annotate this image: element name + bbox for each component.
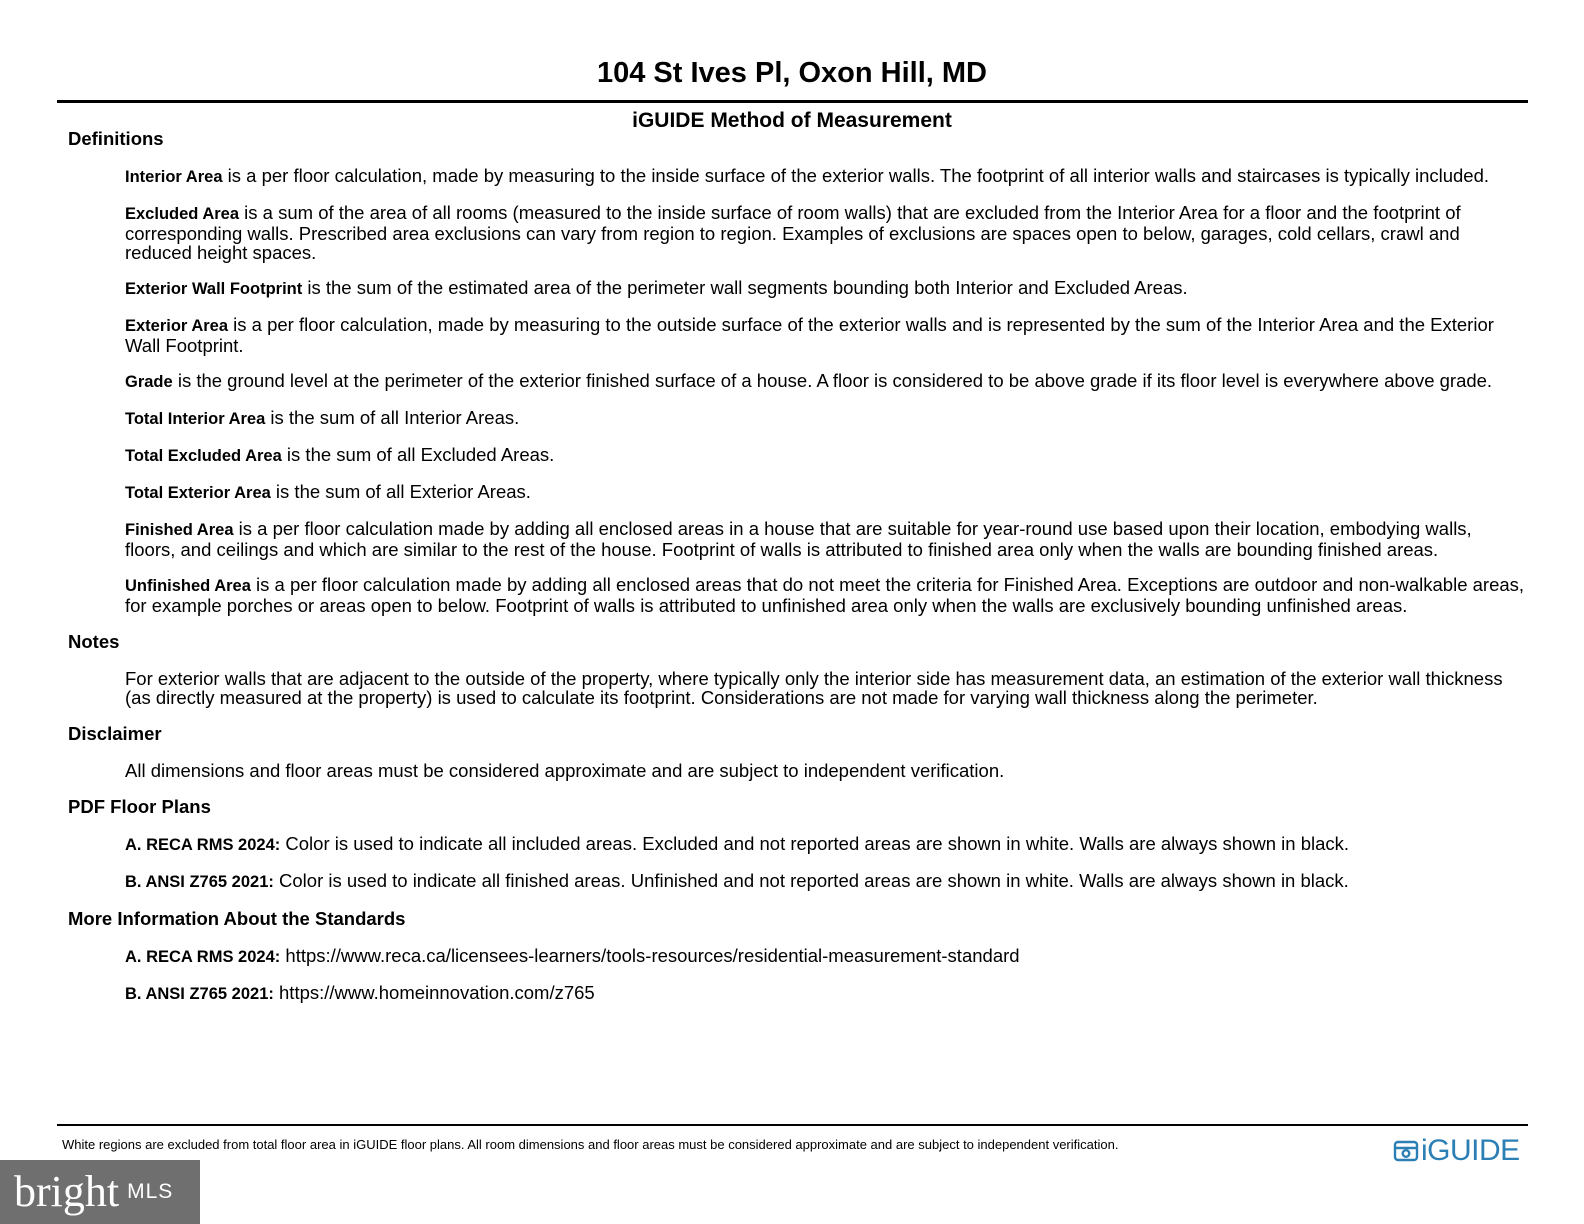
page-subtitle: iGUIDE Method of Measurement bbox=[632, 109, 952, 132]
section-heading: Notes bbox=[68, 631, 120, 652]
entry-text: is the sum of all Excluded Areas. bbox=[281, 444, 555, 465]
entry-term: Total Excluded Area bbox=[125, 447, 282, 465]
definition-entry bbox=[125, 946, 1525, 967]
entry-text: is a per floor calculation, made by measuring to the outside surface of the exterior walls and is represented by the sum of the Interior Area and the Exterior Wall Footprint. bbox=[125, 314, 1494, 356]
entry-text: All dimensions and floor areas must be considered approximate and are subject to independent verification. bbox=[125, 760, 1005, 781]
entry-text: Color is used to indicate all finished areas. Unfinished and not reported areas are shown in white. Walls are always shown in black. bbox=[273, 870, 1349, 891]
entry-term: A. RECA RMS 2024: bbox=[125, 836, 281, 854]
entry-term: Grade bbox=[125, 373, 173, 391]
section-heading: PDF Floor Plans bbox=[68, 796, 211, 817]
entry-text: is a per floor calculation, made by measuring to the inside surface of the exterior walls. The footprint of all interior walls and staircases is typically included. bbox=[222, 165, 1490, 186]
entry-text: Color is used to indicate all included areas. Excluded and not reported areas are shown in white. Walls are always shown in black. bbox=[280, 833, 1350, 854]
entry-term: Excluded Area bbox=[125, 205, 240, 223]
definition-entry bbox=[125, 445, 1525, 466]
entry-text: https://www.homeinnovation.com/z765 bbox=[273, 982, 595, 1003]
entry-term: Total Interior Area bbox=[125, 410, 266, 428]
watermark-word: bright bbox=[14, 1167, 120, 1216]
entry-term: Exterior Area bbox=[125, 317, 229, 335]
entry-term: Interior Area bbox=[125, 168, 223, 186]
definition-entry bbox=[125, 315, 1525, 355]
entry-text: For exterior walls that are adjacent to the outside of the property, where typically only the interior side has measurement data, an estimation of the exterior wall thickness (as directly measured at the property) is used to calculate its footprint. Considerations are not made for varying wall thickness along the perimeter. bbox=[125, 668, 1503, 708]
definition-entry bbox=[125, 203, 1525, 262]
definition-entry bbox=[125, 166, 1525, 187]
entry-text: is the ground level at the perimeter of the exterior finished surface of a house. A floor is considered to be above grade if its floor level is everywhere above grade. bbox=[172, 370, 1493, 391]
entry-text: is the sum of all Interior Areas. bbox=[265, 407, 520, 428]
definition-entry bbox=[125, 278, 1525, 299]
definition-entry bbox=[125, 519, 1525, 559]
entry-term: Total Exterior Area bbox=[125, 484, 271, 502]
entry-text: https://www.reca.ca/licensees-learners/tools-resources/residential-measurement-standard bbox=[280, 945, 1020, 966]
entry-term: Finished Area bbox=[125, 521, 234, 539]
definition-entry bbox=[125, 482, 1525, 503]
section-heading: More Information About the Standards bbox=[68, 908, 406, 929]
watermark-suffix: MLS bbox=[127, 1180, 174, 1203]
definition-entry bbox=[125, 408, 1525, 429]
document-body bbox=[68, 128, 1528, 1020]
definition-entry bbox=[125, 761, 1525, 780]
section-heading: Definitions bbox=[68, 128, 164, 149]
bright-mls-watermark bbox=[0, 1160, 200, 1224]
footer-divider bbox=[57, 1124, 1528, 1126]
entry-text: is a per floor calculation made by adding all enclosed areas that do not meet the criteria for Finished Area. Exceptions are outdoor and non-walkable areas, for example porches or areas open to below. Footprint of walls is attributed to unfinished area only when the walls are exclusively bounding unfinished areas. bbox=[125, 574, 1525, 616]
entry-term: B. ANSI Z765 2021: bbox=[125, 873, 274, 891]
brand-name: iGUIDE bbox=[1421, 1134, 1520, 1167]
camera-box-icon bbox=[1393, 1138, 1419, 1164]
entry-text: is the sum of all Exterior Areas. bbox=[270, 481, 531, 502]
definition-entry bbox=[125, 575, 1525, 615]
page-title: 104 St Ives Pl, Oxon Hill, MD bbox=[596, 57, 987, 89]
entry-text: is the sum of the estimated area of the perimeter wall segments bounding both Interior and Excluded Areas. bbox=[302, 277, 1188, 298]
iguide-logo bbox=[1393, 1133, 1520, 1169]
entry-text: is a sum of the area of all rooms (measured to the inside surface of room walls) that are excluded from the Interior Area for a floor and the footprint of corresponding walls. Prescribed area exclusions can vary from region to region. Examples of exclusions are spaces open to below, garages, cold cellars, crawl and reduced height spaces. bbox=[125, 202, 1461, 263]
definition-entry bbox=[125, 669, 1525, 707]
header-divider bbox=[57, 100, 1528, 103]
section-heading: Disclaimer bbox=[68, 723, 162, 744]
entry-term: Unfinished Area bbox=[125, 577, 251, 595]
entry-text: is a per floor calculation made by adding all enclosed areas in a house that are suitable for year-round use based upon their location, embodying walls, floors, and ceilings and which are similar to the rest of the house. Footprint of walls is attributed to finished area only when the walls are bounding finished areas. bbox=[125, 518, 1472, 560]
definition-entry bbox=[125, 834, 1525, 855]
footer-note: White regions are excluded from total floor area in iGUIDE floor plans. All room dimensions and floor areas must be considered approximate and are subject to independent verification. bbox=[62, 1137, 1119, 1152]
definition-entry bbox=[125, 983, 1525, 1004]
entry-term: Exterior Wall Footprint bbox=[125, 280, 303, 298]
definition-entry bbox=[125, 871, 1525, 892]
entry-term: B. ANSI Z765 2021: bbox=[125, 985, 274, 1003]
entry-term: A. RECA RMS 2024: bbox=[125, 948, 281, 966]
definition-entry bbox=[125, 371, 1525, 392]
